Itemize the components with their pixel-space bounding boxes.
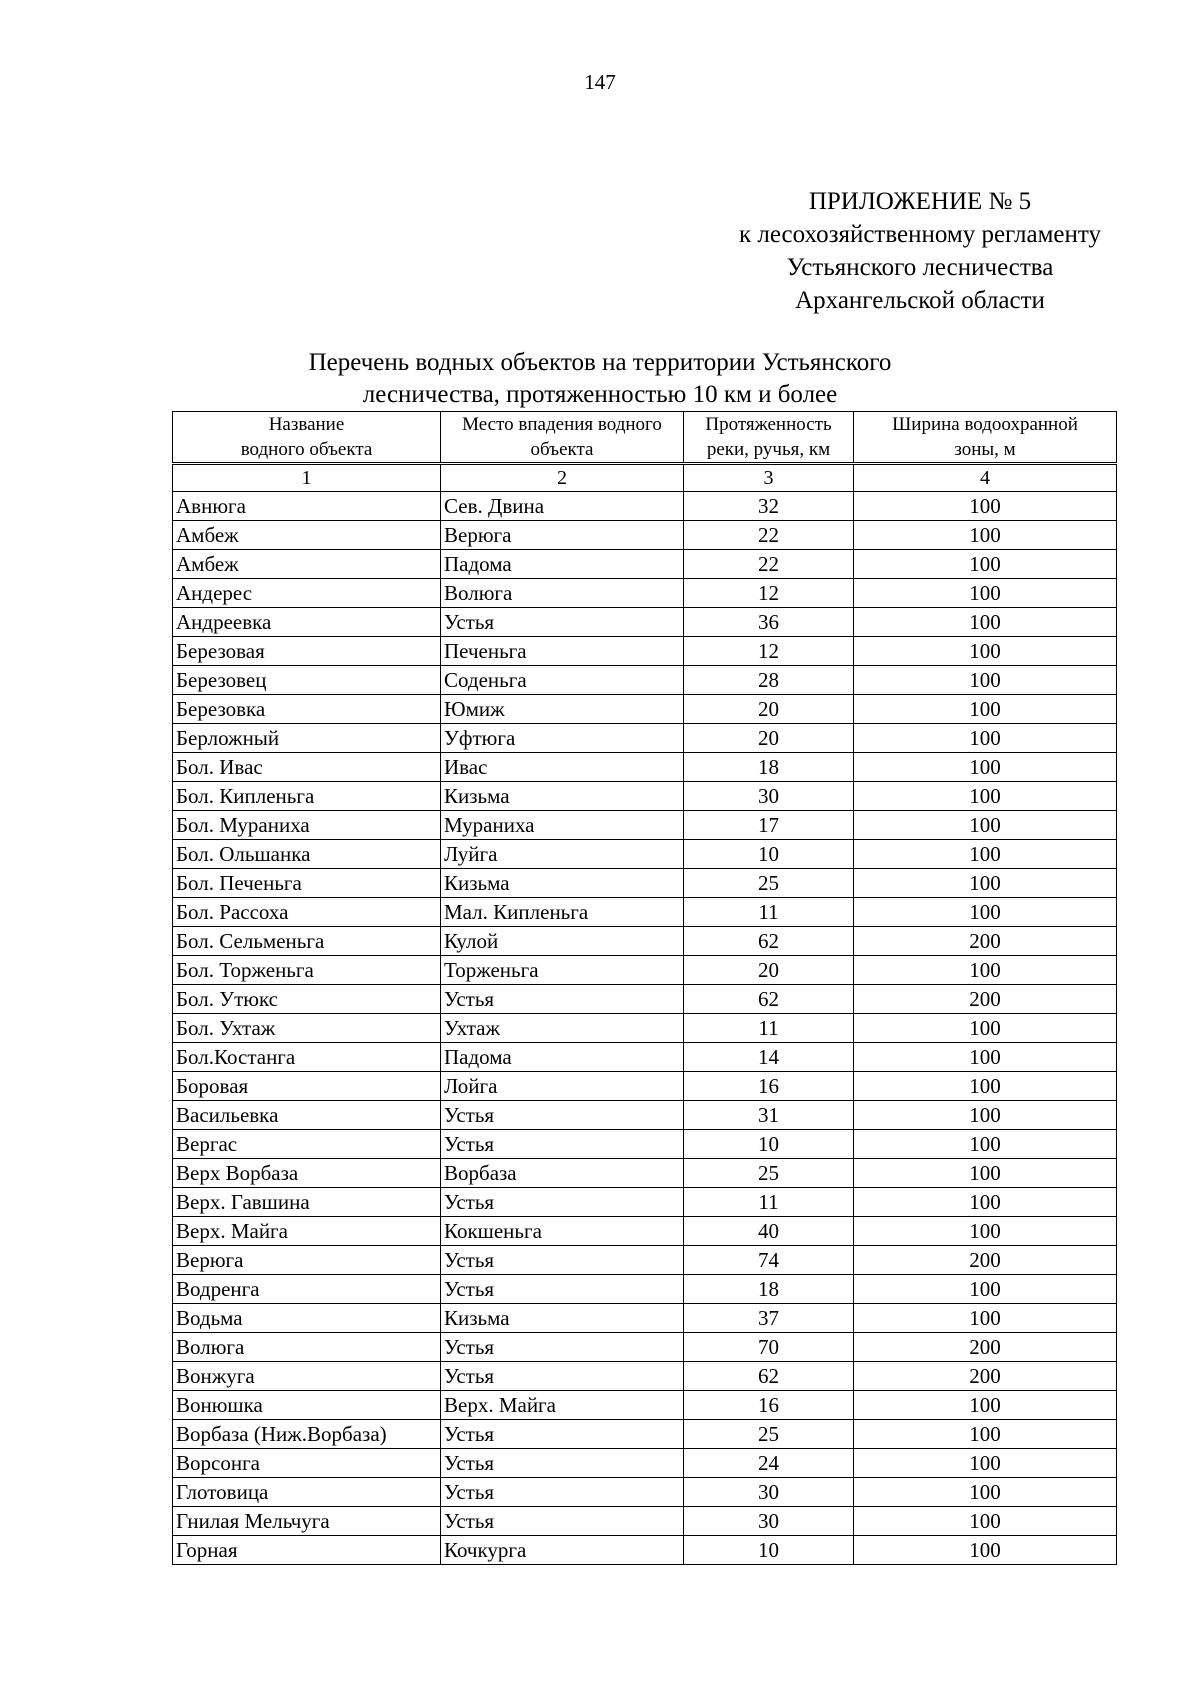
table-row [173, 608, 1117, 637]
mouth-location: Устья [441, 1362, 684, 1391]
mouth-location: Сев. Двина [441, 492, 684, 521]
table-row [173, 637, 1117, 666]
water-object-name: Боровая [173, 1072, 441, 1101]
water-object-name: Бол. Рассоха [173, 898, 441, 927]
protection-zone-width: 100 [854, 579, 1117, 608]
protection-zone-width: 100 [854, 1478, 1117, 1507]
table-row [173, 1217, 1117, 1246]
header-row [173, 412, 1117, 464]
protection-zone-width: 100 [854, 1014, 1117, 1043]
table-row [173, 840, 1117, 869]
protection-zone-width: 100 [854, 724, 1117, 753]
water-object-name: Вергас [173, 1130, 441, 1159]
table-row [173, 811, 1117, 840]
length-km: 62 [684, 927, 854, 956]
water-object-name: Андреевка [173, 608, 441, 637]
mouth-location: Устья [441, 1449, 684, 1478]
protection-zone-width: 200 [854, 927, 1117, 956]
water-object-name: Бол. Ивас [173, 753, 441, 782]
mouth-location: Юмиж [441, 695, 684, 724]
mouth-location: Устья [441, 1420, 684, 1449]
mouth-location: Лойга [441, 1072, 684, 1101]
length-km: 10 [684, 1130, 854, 1159]
mouth-location: Устья [441, 1478, 684, 1507]
protection-zone-width: 100 [854, 869, 1117, 898]
protection-zone-width: 200 [854, 1362, 1117, 1391]
water-object-name: Березовая [173, 637, 441, 666]
length-km: 25 [684, 869, 854, 898]
header-mouth: Место впадения водного объекта [441, 412, 684, 464]
water-object-name: Глотовица [173, 1478, 441, 1507]
table-row [173, 1507, 1117, 1536]
water-object-name: Верх. Майга [173, 1217, 441, 1246]
mouth-location: Кокшеньга [441, 1217, 684, 1246]
mouth-location: Кочкурга [441, 1536, 684, 1565]
mouth-location: Мал. Кипленьга [441, 898, 684, 927]
table-row [173, 1478, 1117, 1507]
length-km: 31 [684, 1101, 854, 1130]
header-length: Протяженность реки, ручья, км [684, 412, 854, 464]
protection-zone-width: 100 [854, 898, 1117, 927]
mouth-location: Торженьга [441, 956, 684, 985]
header-name: Название водного объекта [173, 412, 441, 464]
length-km: 22 [684, 550, 854, 579]
appendix-line: Архангельской области [795, 287, 1045, 314]
table-row [173, 695, 1117, 724]
protection-zone-width: 100 [854, 1420, 1117, 1449]
water-object-name: Вонюшка [173, 1391, 441, 1420]
mouth-location: Устья [441, 985, 684, 1014]
mouth-location: Ухтаж [441, 1014, 684, 1043]
table-row [173, 898, 1117, 927]
table-row [173, 1333, 1117, 1362]
mouth-location: Устья [441, 1101, 684, 1130]
table-row [173, 869, 1117, 898]
mouth-location: Кизьма [441, 1304, 684, 1333]
protection-zone-width: 100 [854, 1391, 1117, 1420]
table-title-line: Перечень водных объектов на территории Устьянского [308, 349, 892, 376]
protection-zone-width: 100 [854, 550, 1117, 579]
protection-zone-width: 100 [854, 1507, 1117, 1536]
water-object-name: Верх Ворбаза [173, 1159, 441, 1188]
water-object-name: Бол. Утюкс [173, 985, 441, 1014]
mouth-location: Устья [441, 1275, 684, 1304]
table-row [173, 1072, 1117, 1101]
length-km: 37 [684, 1304, 854, 1333]
protection-zone-width: 100 [854, 1217, 1117, 1246]
mouth-location: Верх. Майга [441, 1391, 684, 1420]
table-row [173, 1246, 1117, 1275]
column-number: 2 [441, 464, 684, 492]
protection-zone-width: 100 [854, 1275, 1117, 1304]
length-km: 12 [684, 637, 854, 666]
mouth-location: Устья [441, 1507, 684, 1536]
mouth-location: Луйга [441, 840, 684, 869]
water-object-name: Гнилая Мельчуга [173, 1507, 441, 1536]
column-number: 1 [173, 464, 441, 492]
length-km: 18 [684, 1275, 854, 1304]
mouth-location: Кизьма [441, 782, 684, 811]
table-row [173, 1188, 1117, 1217]
protection-zone-width: 100 [854, 1130, 1117, 1159]
length-km: 20 [684, 695, 854, 724]
mouth-location: Соденьга [441, 666, 684, 695]
protection-zone-width: 200 [854, 1333, 1117, 1362]
length-km: 14 [684, 1043, 854, 1072]
length-km: 17 [684, 811, 854, 840]
table-row [173, 956, 1117, 985]
table-row [173, 753, 1117, 782]
length-km: 30 [684, 1507, 854, 1536]
water-object-name: Березовка [173, 695, 441, 724]
protection-zone-width: 100 [854, 1072, 1117, 1101]
length-km: 20 [684, 724, 854, 753]
length-km: 20 [684, 956, 854, 985]
table-row [173, 1101, 1117, 1130]
table-row [173, 1304, 1117, 1333]
length-km: 62 [684, 985, 854, 1014]
water-object-name: Горная [173, 1536, 441, 1565]
mouth-location: Ворбаза [441, 1159, 684, 1188]
protection-zone-width: 200 [854, 1246, 1117, 1275]
mouth-location: Устья [441, 1188, 684, 1217]
water-object-name: Водренга [173, 1275, 441, 1304]
protection-zone-width: 100 [854, 608, 1117, 637]
length-km: 36 [684, 608, 854, 637]
table-row [173, 1014, 1117, 1043]
water-object-name: Берложный [173, 724, 441, 753]
column-number: 3 [684, 464, 854, 492]
table-row [173, 1130, 1117, 1159]
length-km: 22 [684, 521, 854, 550]
protection-zone-width: 100 [854, 1043, 1117, 1072]
mouth-location: Падома [441, 1043, 684, 1072]
protection-zone-width: 100 [854, 637, 1117, 666]
protection-zone-width: 100 [854, 1304, 1117, 1333]
water-object-name: Ворбаза (Ниж.Ворбаза) [173, 1420, 441, 1449]
water-object-name: Верх. Гавшина [173, 1188, 441, 1217]
protection-zone-width: 100 [854, 811, 1117, 840]
water-object-name: Бол.Костанга [173, 1043, 441, 1072]
length-km: 10 [684, 840, 854, 869]
protection-zone-width: 200 [854, 985, 1117, 1014]
table-row [173, 927, 1117, 956]
water-object-name: Верюга [173, 1246, 441, 1275]
header-zone-width: Ширина водоохранной зоны, м [854, 412, 1117, 464]
appendix-header [660, 185, 1180, 317]
protection-zone-width: 100 [854, 1536, 1117, 1565]
length-km: 16 [684, 1391, 854, 1420]
mouth-location: Уфтюга [441, 724, 684, 753]
table-row [173, 1420, 1117, 1449]
protection-zone-width: 100 [854, 1101, 1117, 1130]
protection-zone-width: 100 [854, 840, 1117, 869]
length-km: 32 [684, 492, 854, 521]
table-row [173, 1043, 1117, 1072]
table-row [173, 1362, 1117, 1391]
length-km: 70 [684, 1333, 854, 1362]
table-row [173, 550, 1117, 579]
water-object-name: Васильевка [173, 1101, 441, 1130]
appendix-title: ПРИЛОЖЕНИЕ № 5 [808, 188, 1032, 215]
table-row [173, 724, 1117, 753]
column-number-row [173, 464, 1117, 492]
table-row [173, 492, 1117, 521]
table-row [173, 1536, 1117, 1565]
table-row [173, 985, 1117, 1014]
water-object-name: Ворсонга [173, 1449, 441, 1478]
length-km: 30 [684, 1478, 854, 1507]
water-object-name: Водьма [173, 1304, 441, 1333]
table-row [173, 666, 1117, 695]
water-object-name: Бол. Сельменьга [173, 927, 441, 956]
water-object-name: Вонжуга [173, 1362, 441, 1391]
mouth-location: Печеньга [441, 637, 684, 666]
mouth-location: Устья [441, 608, 684, 637]
length-km: 16 [684, 1072, 854, 1101]
protection-zone-width: 100 [854, 521, 1117, 550]
mouth-location: Ивас [441, 753, 684, 782]
length-km: 24 [684, 1449, 854, 1478]
table-row [173, 1275, 1117, 1304]
water-object-name: Волюга [173, 1333, 441, 1362]
length-km: 18 [684, 753, 854, 782]
appendix-line: к лесохозяйственному регламенту [738, 221, 1102, 248]
protection-zone-width: 100 [854, 492, 1117, 521]
length-km: 74 [684, 1246, 854, 1275]
protection-zone-width: 100 [854, 753, 1117, 782]
mouth-location: Устья [441, 1246, 684, 1275]
protection-zone-width: 100 [854, 666, 1117, 695]
water-object-name: Бол. Торженьга [173, 956, 441, 985]
table-row [173, 1391, 1117, 1420]
water-object-name: Амбеж [173, 521, 441, 550]
length-km: 12 [684, 579, 854, 608]
protection-zone-width: 100 [854, 956, 1117, 985]
water-object-name: Бол. Кипленьга [173, 782, 441, 811]
table-row [173, 579, 1117, 608]
mouth-location: Кулой [441, 927, 684, 956]
protection-zone-width: 100 [854, 695, 1117, 724]
water-object-name: Березовец [173, 666, 441, 695]
table-title [250, 347, 950, 411]
table-row [173, 521, 1117, 550]
mouth-location: Мураниха [441, 811, 684, 840]
length-km: 62 [684, 1362, 854, 1391]
length-km: 30 [684, 782, 854, 811]
water-object-name: Бол. Печеньга [173, 869, 441, 898]
protection-zone-width: 100 [854, 1159, 1117, 1188]
water-object-name: Авнюга [173, 492, 441, 521]
length-km: 25 [684, 1420, 854, 1449]
table-row [173, 1449, 1117, 1478]
water-object-name: Андерес [173, 579, 441, 608]
table-body [173, 492, 1117, 1565]
water-object-name: Амбеж [173, 550, 441, 579]
mouth-location: Верюга [441, 521, 684, 550]
water-object-name: Бол. Мураниха [173, 811, 441, 840]
protection-zone-width: 100 [854, 1449, 1117, 1478]
length-km: 40 [684, 1217, 854, 1246]
water-object-name: Бол. Ольшанка [173, 840, 441, 869]
water-objects-table [172, 411, 1117, 1565]
length-km: 10 [684, 1536, 854, 1565]
mouth-location: Волюга [441, 579, 684, 608]
protection-zone-width: 100 [854, 782, 1117, 811]
table-row [173, 782, 1117, 811]
mouth-location: Падома [441, 550, 684, 579]
mouth-location: Устья [441, 1130, 684, 1159]
table-row [173, 1159, 1117, 1188]
page-number: 147 [584, 70, 616, 94]
column-number: 4 [854, 464, 1117, 492]
mouth-location: Кизьма [441, 869, 684, 898]
protection-zone-width: 100 [854, 1188, 1117, 1217]
length-km: 11 [684, 1188, 854, 1217]
table-title-line: лесничества, протяженностью 10 км и более [362, 381, 838, 408]
length-km: 11 [684, 898, 854, 927]
water-object-name: Бол. Ухтаж [173, 1014, 441, 1043]
appendix-line: Устьянского лесничества [786, 254, 1054, 281]
length-km: 28 [684, 666, 854, 695]
length-km: 25 [684, 1159, 854, 1188]
length-km: 11 [684, 1014, 854, 1043]
mouth-location: Устья [441, 1333, 684, 1362]
